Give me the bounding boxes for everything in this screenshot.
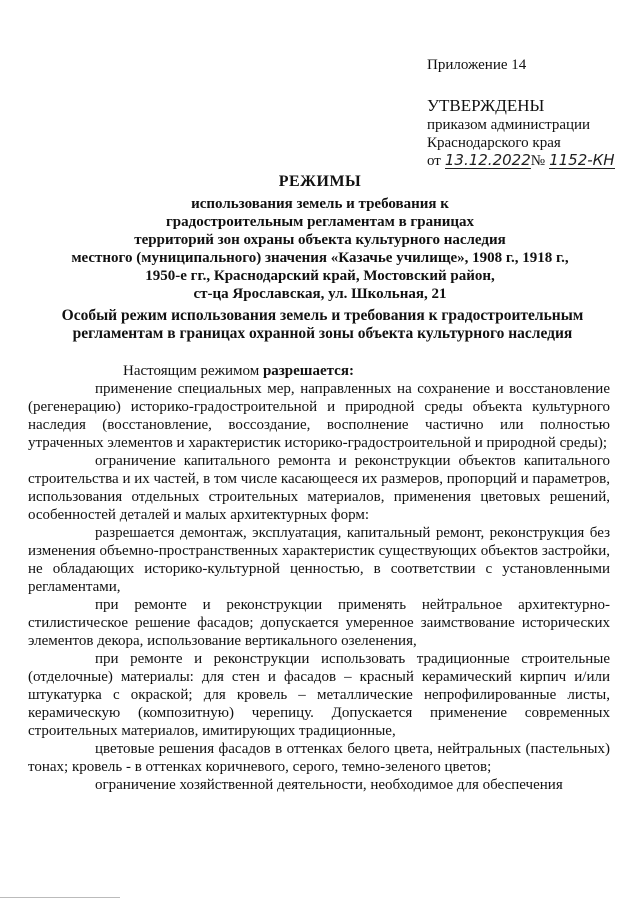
title-line-6: ст-ца Ярославская, ул. Школьная, 21 (193, 286, 447, 302)
title-line-2: градостроительным регламентам в границах (165, 214, 475, 230)
paragraph-2: ограничение капитального ремонта и реконструкции объектов капитального строительства и их частей, в том числе касающееся их размеров, пропорций и параметров, использования отдельных строительных материалов, применения цветовых решений, особенностей деталей и малых архитектурных форм: (28, 453, 610, 523)
intro-text: Настоящим режимом (123, 363, 263, 379)
title-line-4: местного (муниципального) значения «Казачье училище», 1908 г., 1918 г., (71, 250, 569, 266)
approval-line-1: приказом администрации (427, 117, 591, 133)
paragraph-7: ограничение хозяйственной деятельности, необходимое для обеспечения (95, 777, 563, 793)
approval-block (427, 96, 615, 170)
paragraph-4: при ремонте и реконструкции применять нейтральное архитектурно-стилистическое решение фасадов; допускается умеренное заимствование исторических элементов декора, использование вертикального озеленения, (28, 597, 610, 649)
section-heading-line-1: Особый режим использования земель и требования к градостроительным (61, 307, 584, 324)
page-edge-line (0, 897, 120, 898)
date-prefix: от (427, 153, 441, 169)
title-line-1: использования земель и требования к (191, 196, 449, 212)
title-main: РЕЖИМЫ (278, 173, 362, 190)
title-line-3: территорий зон охраны объекта культурного наследия (134, 232, 506, 248)
paragraph-3: разрешается демонтаж, эксплуатация, капитальный ремонт, реконструкция без изменения объемно-пространственных характеристик существующих объектов застройки, не обладающих историко-культурной ценностью, в соответствии с установленными регламентами, (28, 525, 610, 595)
approval-line-2: Краснодарского края (427, 135, 561, 151)
approval-heading: УТВЕРЖДЕНЫ (427, 96, 545, 115)
paragraph-5: при ремонте и реконструкции использовать традиционные строительные (отделочные) материалы: для стен и фасадов – красный керамический кирпич и/или штукатурка с окраской; для кровель – металлические непрофилированные листы, керамическую (композитную) черепицу. Допускается применение современных строительных материалов, имитирующих традиционные, (28, 651, 610, 739)
intro-bold: разрешается: (262, 363, 354, 379)
paragraph-1: применение специальных мер, направленных на сохранение и восстановление (регенерацию) историко-градостроительной и природной среды объекта культурного наследия (восстановление, воссоздание, восполнение частично или полностью утраченных элементов и характеристик историко-градостроительной и природной среды); (28, 381, 610, 451)
appendix-label: Приложение 14 (427, 57, 527, 73)
intro-paragraph (28, 362, 610, 380)
body-text (28, 362, 610, 794)
document-title (40, 173, 600, 303)
section-heading-line-2: регламентам в границах охранной зоны объекта культурного наследия (72, 325, 573, 342)
title-line-5: 1950-е гг., Краснодарский край, Мостовский район, (145, 268, 495, 284)
number-prefix: № (530, 153, 546, 169)
approval-date-line (427, 152, 615, 170)
paragraph-6: цветовые решения фасадов в оттенках белого цвета, нейтральных (пастельных) тонах; кровель - в оттенках коричневого, серого, темно-зеленого цветов; (28, 741, 610, 775)
handwritten-date: 13.12.2022 (444, 151, 531, 169)
handwritten-number: 1152-КН (549, 151, 615, 169)
section-heading (40, 307, 605, 343)
